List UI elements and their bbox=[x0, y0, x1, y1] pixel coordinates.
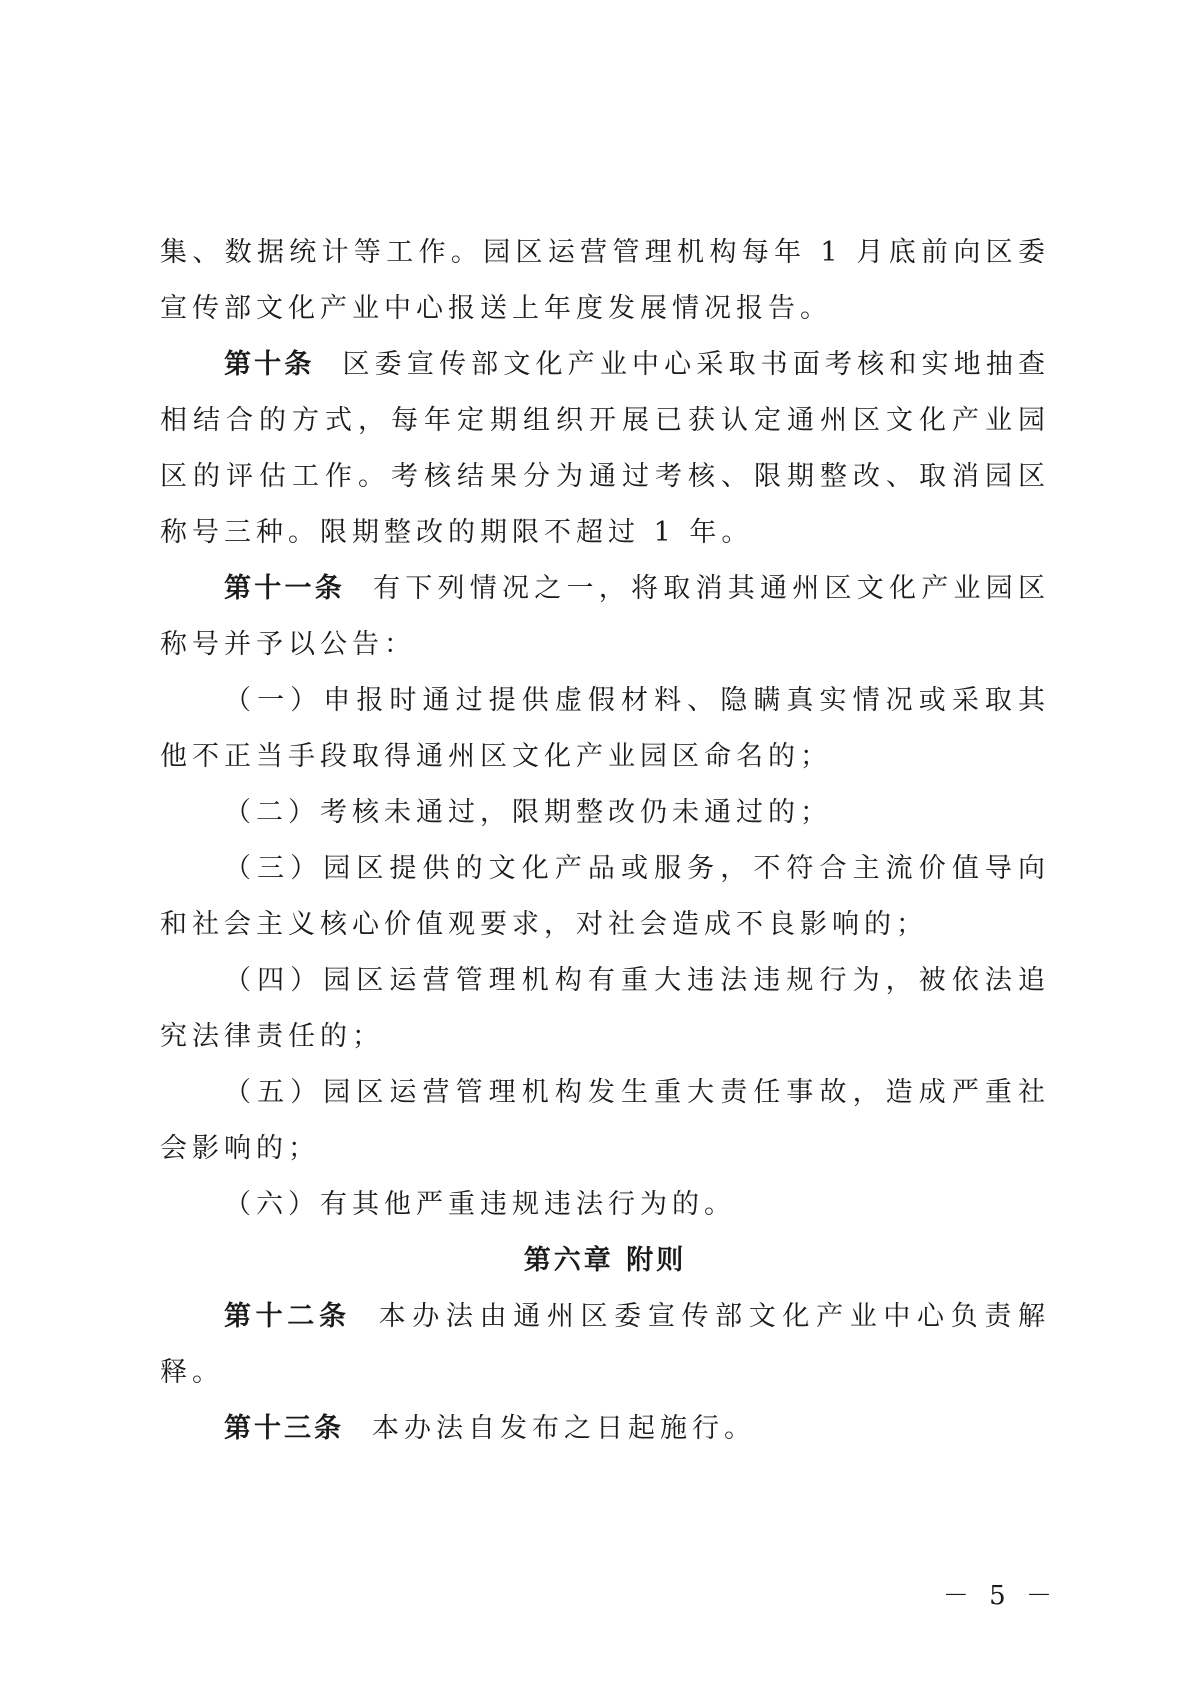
list-item: （一）申报时通过提供虚假材料、隐瞒真实情况或采取其他不正当手段取得通州区文化产业园区命名的； bbox=[160, 685, 1050, 772]
article-number: 第十二条 bbox=[224, 1301, 351, 1332]
article-10 bbox=[160, 337, 1050, 561]
document-body bbox=[160, 225, 1050, 1457]
list-item: （四）园区运营管理机构有重大违法违规行为，被依法追究法律责任的； bbox=[160, 965, 1050, 1052]
article-number: 第十一条 bbox=[224, 573, 345, 604]
list-item: （六）有其他严重违规违法行为的。 bbox=[224, 1189, 736, 1220]
page-number: － 5 － bbox=[942, 1581, 1058, 1611]
list-item: （二）考核未通过，限期整改仍未通过的； bbox=[224, 797, 832, 828]
article-13 bbox=[160, 1401, 1050, 1457]
paragraph-continuation: 集、数据统计等工作。园区运营管理机构每年 1 月底前向区委宣传部文化产业中心报送上年度发展情况报告。 bbox=[160, 237, 1050, 324]
article-text: 本办法自发布之日起施行。 bbox=[372, 1413, 756, 1444]
list-item: （三）园区提供的文化产品或服务，不符合主流价值导向和社会主义核心价值观要求，对社会造成不良影响的； bbox=[160, 853, 1050, 940]
article-number: 第十三条 bbox=[224, 1413, 344, 1444]
article-11 bbox=[160, 561, 1050, 673]
article-12 bbox=[160, 1289, 1050, 1401]
article-text: 区委宣传部文化产业中心采取书面考核和实地抽查相结合的方式，每年定期组织开展已获认定通州区文化产业园区的评估工作。考核结果分为通过考核、限期整改、取消园区称号三种。限期整改的期限不超过 1 年。 bbox=[160, 349, 1050, 548]
chapter-heading: 第六章 附则 bbox=[523, 1245, 687, 1276]
article-number: 第十条 bbox=[224, 349, 315, 380]
article-text: 本办法由通州区委宣传部文化产业中心负责解释。 bbox=[160, 1301, 1050, 1388]
list-item: （五）园区运营管理机构发生重大责任事故，造成严重社会影响的； bbox=[160, 1077, 1050, 1164]
article-text: 有下列情况之一，将取消其通州区文化产业园区称号并予以公告： bbox=[160, 573, 1050, 660]
